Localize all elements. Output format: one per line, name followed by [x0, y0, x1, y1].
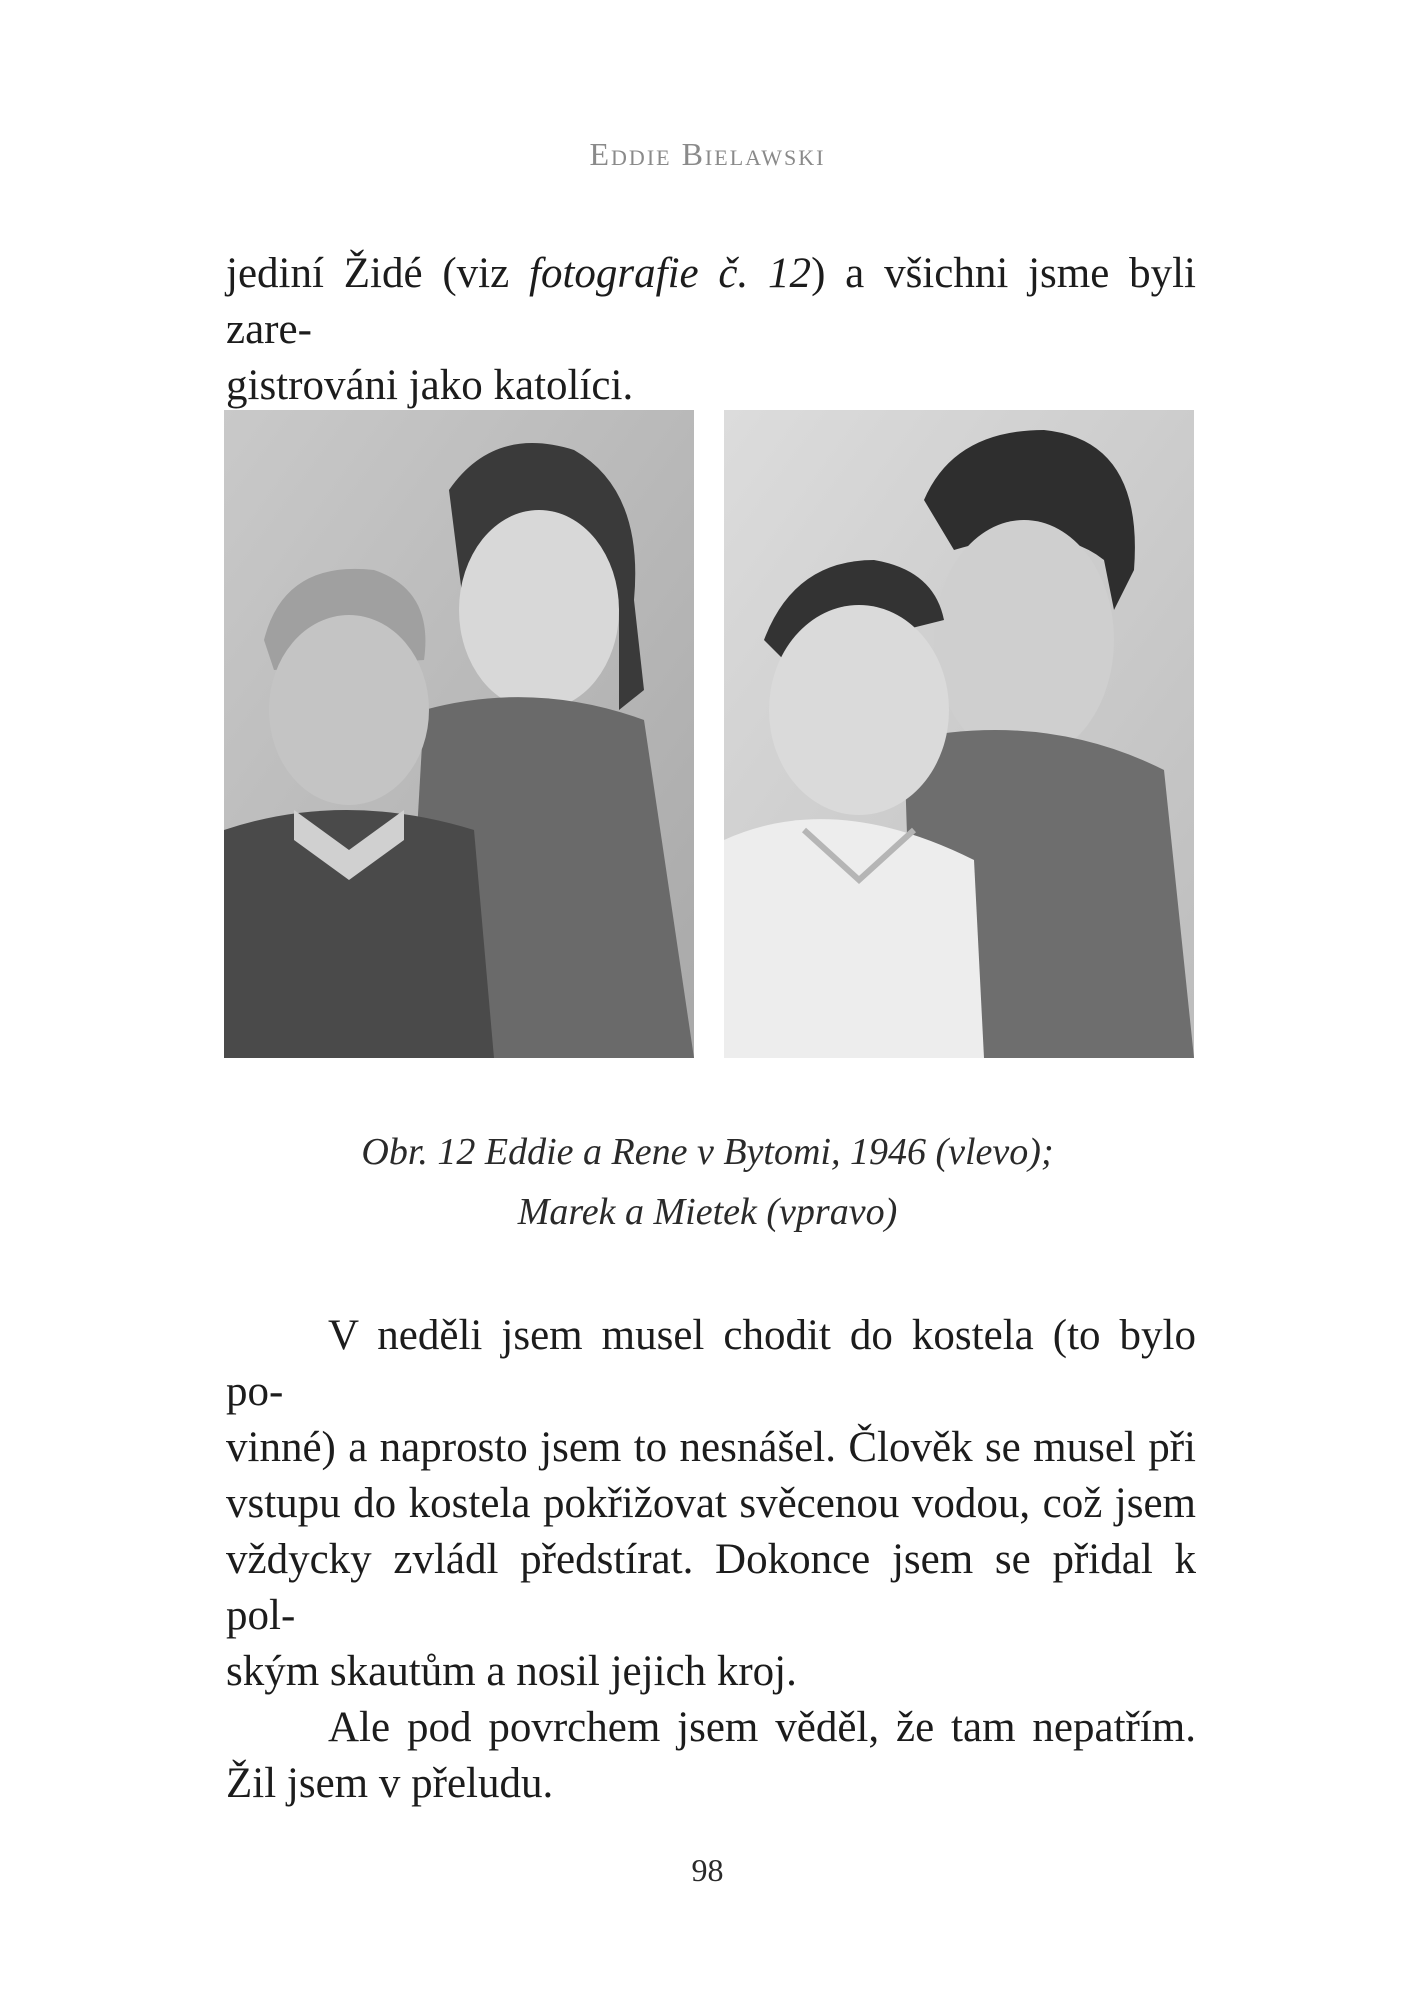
- paragraph-line: jediní Židé (viz fotografie č. 12) a všichni jsme byli zare-: [226, 250, 1197, 353]
- paragraph-intro: [226, 246, 1196, 414]
- photo-eddie-and-rene: [224, 410, 694, 1058]
- paragraph-line: Ale pod povrchem jsem věděl, že tam nepatřím.: [328, 1704, 1196, 1751]
- photo-figure: [224, 410, 1194, 1058]
- paragraph-line: ským skautům a nosil jejich kroj.: [226, 1648, 797, 1695]
- page-number: 98: [691, 1852, 724, 1888]
- running-head: Eddie Bielawski: [589, 136, 826, 172]
- paragraph-line: vždycky zvládl předstírat. Dokonce jsem se přidal k pol-: [226, 1536, 1196, 1639]
- paragraph-line: gistrováni jako katolíci.: [226, 362, 634, 409]
- figure-caption: [0, 1122, 1415, 1242]
- photo-reference: fotografie č. 12: [529, 250, 812, 297]
- paragraph-line: Žil jsem v přeludu.: [226, 1760, 554, 1807]
- photo-marek-and-mietek: [724, 410, 1194, 1058]
- paragraph-line: vstupu do kostela pokřižovat svěcenou vodou, což jsem: [226, 1480, 1196, 1527]
- caption-line: Obr. 12 Eddie a Rene v Bytomi, 1946 (vlevo);: [361, 1131, 1054, 1173]
- paragraph-line: vinné) a naprosto jsem to nesnášel. Člověk se musel při: [226, 1424, 1196, 1471]
- paragraph-line: V neděli jsem musel chodit do kostela (to bylo po-: [226, 1312, 1196, 1415]
- caption-line: Marek a Mietek (vpravo): [517, 1191, 898, 1233]
- paragraph-church: [226, 1308, 1196, 1812]
